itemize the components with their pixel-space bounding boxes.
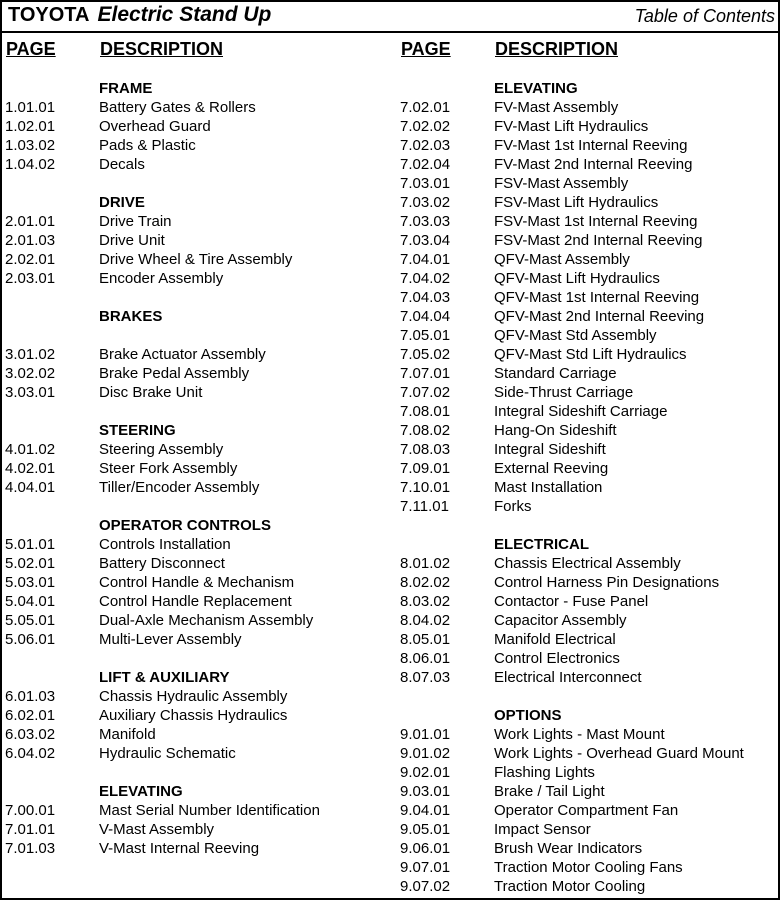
toc-entry[interactable] xyxy=(398,820,780,839)
toc-entry[interactable] xyxy=(398,649,780,668)
toc-page-number: 7.10.01 xyxy=(400,479,451,496)
spacer xyxy=(3,288,388,307)
toc-entry[interactable] xyxy=(3,592,388,611)
toc-page-number: 5.05.01 xyxy=(5,612,56,629)
toc-description: Encoder Assembly xyxy=(99,270,224,287)
toc-description: V-Mast Assembly xyxy=(99,821,215,838)
toc-description: Drive Train xyxy=(99,213,172,230)
toc-page-number: 3.03.01 xyxy=(5,384,56,401)
toc-page-number: 7.02.04 xyxy=(400,156,451,173)
toc-page-number: 4.01.02 xyxy=(5,441,56,458)
toc-page-number: 5.04.01 xyxy=(5,593,56,610)
toc-description: Pads & Plastic xyxy=(99,137,196,154)
toc-page-number: 7.02.03 xyxy=(400,137,451,154)
right-description-header: DESCRIPTION xyxy=(495,39,619,59)
toc-entry[interactable] xyxy=(3,440,388,459)
toc-page-number: 4.02.01 xyxy=(5,460,56,477)
toc-description: Decals xyxy=(99,156,145,173)
toc-entry[interactable] xyxy=(398,98,780,117)
toc-entry[interactable] xyxy=(3,383,388,402)
toc-entry[interactable] xyxy=(398,459,780,478)
toc-entry[interactable] xyxy=(3,820,388,839)
toc-page-number: 7.03.03 xyxy=(400,213,451,230)
toc-page-number: 6.02.01 xyxy=(5,707,56,724)
toc-entry[interactable] xyxy=(3,269,388,288)
toc-description: Control Electronics xyxy=(494,650,620,667)
toc-entry[interactable] xyxy=(398,668,780,687)
toc-page-number: 7.07.02 xyxy=(400,384,451,401)
toc-description: Contactor - Fuse Panel xyxy=(494,593,649,610)
toc-page-number: 6.04.02 xyxy=(5,745,56,762)
toc-entry[interactable] xyxy=(398,440,780,459)
toc-page-number: 7.08.01 xyxy=(400,403,451,420)
toc-page-number: 9.06.01 xyxy=(400,840,451,857)
toc-entry[interactable] xyxy=(398,326,780,345)
toc-entry[interactable] xyxy=(398,345,780,364)
toc-entry[interactable] xyxy=(3,573,388,592)
toc-page-number: 6.01.03 xyxy=(5,688,56,705)
right-page-header: PAGE xyxy=(401,39,451,59)
spacer xyxy=(3,497,388,516)
section-title-lift-auxiliary: LIFT & AUXILIARY xyxy=(99,669,230,686)
toc-entry[interactable] xyxy=(3,345,388,364)
toc-entry[interactable] xyxy=(398,839,780,858)
toc-page-number: 8.06.01 xyxy=(400,650,451,667)
header-bar xyxy=(2,2,778,33)
spacer xyxy=(3,402,388,421)
toc-page-number: 7.00.01 xyxy=(5,802,56,819)
toc-description: Manifold Electrical xyxy=(494,631,616,648)
toc-page-number: 1.03.02 xyxy=(5,137,56,154)
toc-description: FSV-Mast 2nd Internal Reeving xyxy=(494,232,703,249)
toc-description: Traction Motor Cooling Fans xyxy=(494,859,683,876)
brand-subtitle: Electric Stand Up xyxy=(97,3,272,26)
spacer xyxy=(3,174,388,193)
toc-page-number: 2.03.01 xyxy=(5,270,56,287)
toc-description: Overhead Guard xyxy=(99,118,211,135)
toc-description: Battery Gates & Rollers xyxy=(99,99,256,116)
section-title-elevating-left: ELEVATING xyxy=(99,783,183,800)
toc-entry[interactable] xyxy=(3,155,388,174)
toc-description: Work Lights - Mast Mount xyxy=(494,726,665,743)
toc-entry[interactable] xyxy=(398,288,780,307)
toc-page-number: 5.01.01 xyxy=(5,536,56,553)
toc-page-number: 8.03.02 xyxy=(400,593,451,610)
toc-entry[interactable] xyxy=(3,459,388,478)
toc-description: QFV-Mast Lift Hydraulics xyxy=(494,270,660,287)
toc-description: Capacitor Assembly xyxy=(494,612,627,629)
toc-page-number: 7.05.01 xyxy=(400,327,451,344)
toc-page-number: 9.05.01 xyxy=(400,821,451,838)
toc-description: V-Mast Internal Reeving xyxy=(99,840,260,857)
toc-entry[interactable] xyxy=(3,554,388,573)
toc-entry[interactable] xyxy=(3,630,388,649)
right-column xyxy=(398,79,780,896)
toc-description: Operator Compartment Fan xyxy=(494,802,679,819)
left-column xyxy=(3,79,388,858)
spacer xyxy=(398,687,780,706)
toc-entry[interactable] xyxy=(3,117,388,136)
toc-entry[interactable] xyxy=(3,478,388,497)
toc-entry[interactable] xyxy=(3,706,388,725)
toc-description: Flashing Lights xyxy=(494,764,595,781)
toc-description: Drive Wheel & Tire Assembly xyxy=(99,251,293,268)
toc-description: FV-Mast Assembly xyxy=(494,99,619,116)
toc-page-number: 2.01.01 xyxy=(5,213,56,230)
toc-entry[interactable] xyxy=(398,231,780,250)
spacer xyxy=(3,326,388,345)
toc-page-number: 7.01.01 xyxy=(5,821,56,838)
toc-entry[interactable] xyxy=(398,402,780,421)
toc-page-number: 9.02.01 xyxy=(400,764,451,781)
toc-description: Dual-Axle Mechanism Assembly xyxy=(99,612,314,629)
toc-description: Control Handle Replacement xyxy=(99,593,292,610)
section-title-drive: DRIVE xyxy=(99,194,145,211)
toc-entry[interactable] xyxy=(3,212,388,231)
toc-entry[interactable] xyxy=(398,269,780,288)
toc-page-number: 8.05.01 xyxy=(400,631,451,648)
toc-entry[interactable] xyxy=(398,155,780,174)
toc-description: Integral Sideshift Carriage xyxy=(494,403,668,420)
toc-description: Side-Thrust Carriage xyxy=(494,384,634,401)
toc-page-number: 9.03.01 xyxy=(400,783,451,800)
toc-page-number: 8.01.02 xyxy=(400,555,451,572)
toc-entry[interactable] xyxy=(398,497,780,516)
toc-description: Traction Motor Cooling xyxy=(494,878,646,895)
toc-entry[interactable] xyxy=(398,877,780,896)
toc-page-number: 7.01.03 xyxy=(5,840,56,857)
toc-page-number: 7.04.03 xyxy=(400,289,451,306)
toc-page-number: 1.04.02 xyxy=(5,156,56,173)
toc-page-number: 7.03.04 xyxy=(400,232,451,249)
toc-entry[interactable] xyxy=(398,212,780,231)
toc-page-number: 7.09.01 xyxy=(400,460,451,477)
toc-description: Control Harness Pin Designations xyxy=(494,574,720,591)
toc-description: Steer Fork Assembly xyxy=(99,460,238,477)
toc-entry[interactable] xyxy=(3,744,388,763)
toc-entry[interactable] xyxy=(3,535,388,554)
toc-page-number: 9.07.02 xyxy=(400,878,451,895)
toc-page-number: 8.07.03 xyxy=(400,669,451,686)
toc-entry[interactable] xyxy=(398,592,780,611)
toc-entry[interactable] xyxy=(398,573,780,592)
toc-page-number: 7.05.02 xyxy=(400,346,451,363)
toc-description: Controls Installation xyxy=(99,536,231,553)
toc-description: Brake Actuator Assembly xyxy=(99,346,266,363)
toc-description: Brake / Tail Light xyxy=(494,783,605,800)
brand-title xyxy=(8,3,271,27)
toc-page-number: 5.06.01 xyxy=(5,631,56,648)
toc-description: Drive Unit xyxy=(99,232,165,249)
toc-description: Tiller/Encoder Assembly xyxy=(99,479,260,496)
toc-entry[interactable] xyxy=(3,801,388,820)
toc-entry[interactable] xyxy=(398,193,780,212)
toc-entry[interactable] xyxy=(398,782,780,801)
toc-description: Battery Disconnect xyxy=(99,555,225,572)
toc-description: Mast Installation xyxy=(494,479,603,496)
toc-page-number: 9.01.02 xyxy=(400,745,451,762)
toc-page-number: 7.03.02 xyxy=(400,194,451,211)
toc-entry[interactable] xyxy=(398,364,780,383)
toc-description: External Reeving xyxy=(494,460,609,477)
toc-entry[interactable] xyxy=(398,478,780,497)
toc-description: FV-Mast Lift Hydraulics xyxy=(494,118,649,135)
toc-page-number: 1.01.01 xyxy=(5,99,56,116)
toc-entry[interactable] xyxy=(3,611,388,630)
toc-description: Integral Sideshift xyxy=(494,441,606,458)
toc-page-number: 1.02.01 xyxy=(5,118,56,135)
toc-page-number: 5.02.01 xyxy=(5,555,56,572)
toc-entry[interactable] xyxy=(398,744,780,763)
toc-page-number: 6.03.02 xyxy=(5,726,56,743)
toc-description: QFV-Mast Std Assembly xyxy=(494,327,657,344)
section-title-brakes: BRAKES xyxy=(99,308,163,325)
toc-description: Multi-Lever Assembly xyxy=(99,631,242,648)
spacer xyxy=(3,763,388,782)
toc-page-number: 3.01.02 xyxy=(5,346,56,363)
toc-entry[interactable] xyxy=(398,858,780,877)
toc-description: Hang-On Sideshift xyxy=(494,422,617,439)
toc-entry[interactable] xyxy=(398,801,780,820)
toc-entry[interactable] xyxy=(3,250,388,269)
section-title-electrical: ELECTRICAL xyxy=(494,536,589,553)
toc-page-number: 4.04.01 xyxy=(5,479,56,496)
toc-description: FSV-Mast Lift Hydraulics xyxy=(494,194,659,211)
toc-page-number: 7.08.02 xyxy=(400,422,451,439)
toc-entry[interactable] xyxy=(398,250,780,269)
toc-entry[interactable] xyxy=(3,136,388,155)
toc-description: QFV-Mast 2nd Internal Reeving xyxy=(494,308,705,325)
toc-description: QFV-Mast Std Lift Hydraulics xyxy=(494,346,687,363)
toc-description: Impact Sensor xyxy=(494,821,591,838)
toc-entry[interactable] xyxy=(398,554,780,573)
spacer xyxy=(398,516,780,535)
toc-description: Disc Brake Unit xyxy=(99,384,203,401)
section-title-steering: STEERING xyxy=(99,422,176,439)
left-description-header: DESCRIPTION xyxy=(100,39,224,59)
toc-entry[interactable] xyxy=(398,421,780,440)
toc-page-number: 2.02.01 xyxy=(5,251,56,268)
toc-page-number: 9.07.01 xyxy=(400,859,451,876)
toc-entry[interactable] xyxy=(398,630,780,649)
toc-page-number: 7.04.04 xyxy=(400,308,451,325)
section-title-elevating-right: ELEVATING xyxy=(494,80,578,97)
toc-description: FV-Mast 1st Internal Reeving xyxy=(494,137,688,154)
toc-entry[interactable] xyxy=(3,725,388,744)
toc-entry[interactable] xyxy=(3,98,388,117)
toc-page-number: 9.04.01 xyxy=(400,802,451,819)
toc-entry[interactable] xyxy=(3,687,388,706)
toc-page-number: 2.01.03 xyxy=(5,232,56,249)
doc-title: Table of Contents xyxy=(634,6,775,26)
toc-page-number: 8.04.02 xyxy=(400,612,451,629)
toc-page-number: 7.02.01 xyxy=(400,99,451,116)
toc-page-number: 3.02.02 xyxy=(5,365,56,382)
toc-description: Chassis Hydraulic Assembly xyxy=(99,688,288,705)
left-page-header: PAGE xyxy=(6,39,56,59)
toc-description: Auxiliary Chassis Hydraulics xyxy=(99,707,288,724)
toc-page-number: 7.04.02 xyxy=(400,270,451,287)
toc-description: Chassis Electrical Assembly xyxy=(494,555,681,572)
toc-entry[interactable] xyxy=(398,174,780,193)
toc-description: QFV-Mast Assembly xyxy=(494,251,630,268)
toc-description: Hydraulic Schematic xyxy=(99,745,236,762)
toc-description: Control Handle & Mechanism xyxy=(99,574,295,591)
toc-entry[interactable] xyxy=(398,307,780,326)
toc-description: Standard Carriage xyxy=(494,365,617,382)
toc-description: Brush Wear Indicators xyxy=(494,840,643,857)
toc-page-number: 7.07.01 xyxy=(400,365,451,382)
section-title-options: OPTIONS xyxy=(494,707,562,724)
brand-name: TOYOTA xyxy=(8,4,90,26)
toc-description: Electrical Interconnect xyxy=(494,669,642,686)
toc-entry[interactable] xyxy=(3,231,388,250)
toc-page-number: 7.02.02 xyxy=(400,118,451,135)
toc-description: Mast Serial Number Identification xyxy=(99,802,320,819)
toc-entry[interactable] xyxy=(398,611,780,630)
toc-page-number: 7.04.01 xyxy=(400,251,451,268)
toc-page-number: 7.03.01 xyxy=(400,175,451,192)
toc-page-number: 7.08.03 xyxy=(400,441,451,458)
toc-description: FSV-Mast Assembly xyxy=(494,175,629,192)
toc-entry[interactable] xyxy=(398,763,780,782)
toc-description: FV-Mast 2nd Internal Reeving xyxy=(494,156,693,173)
toc-entry[interactable] xyxy=(3,839,388,858)
toc-description: Steering Assembly xyxy=(99,441,224,458)
toc-description: QFV-Mast 1st Internal Reeving xyxy=(494,289,700,306)
toc-page-number: 7.11.01 xyxy=(400,498,449,515)
toc-page-number: 9.01.01 xyxy=(400,726,451,743)
spacer xyxy=(3,649,388,668)
toc-description: Manifold xyxy=(99,726,156,743)
toc-entry[interactable] xyxy=(398,117,780,136)
toc-page-number: 8.02.02 xyxy=(400,574,451,591)
toc-description: Work Lights - Overhead Guard Mount xyxy=(494,745,744,762)
toc-description: Forks xyxy=(494,498,532,515)
toc-entry[interactable] xyxy=(398,725,780,744)
toc-description: FSV-Mast 1st Internal Reeving xyxy=(494,213,698,230)
toc-description: Brake Pedal Assembly xyxy=(99,365,250,382)
toc-page-number: 5.03.01 xyxy=(5,574,56,591)
section-title-operator-controls: OPERATOR CONTROLS xyxy=(99,517,271,534)
toc-entry[interactable] xyxy=(398,136,780,155)
toc-entry[interactable] xyxy=(3,364,388,383)
toc-entry[interactable] xyxy=(398,383,780,402)
section-title-frame: FRAME xyxy=(99,80,153,97)
